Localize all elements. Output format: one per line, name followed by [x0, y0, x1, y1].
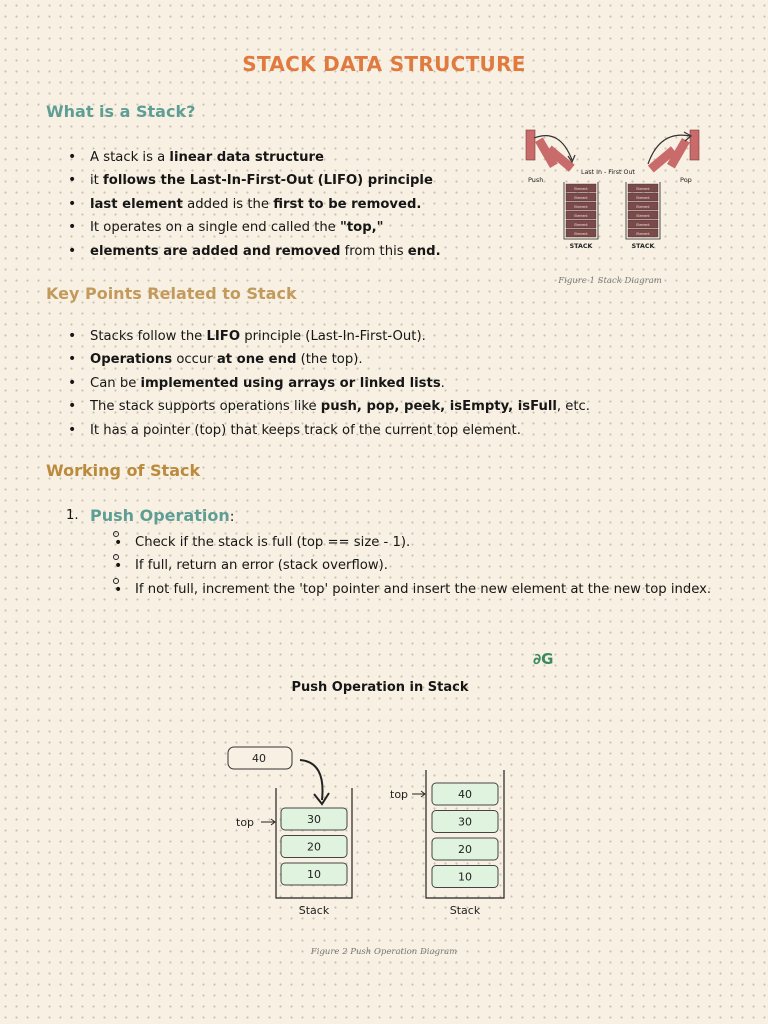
text-run: . — [440, 375, 445, 391]
stack-element-label: Element — [636, 223, 650, 227]
stack-element-label: Element — [636, 214, 650, 218]
text-run: "top," — [339, 220, 384, 236]
text-run: linear data structure — [169, 150, 324, 165]
top-pointer-label: top — [390, 788, 409, 801]
text-run: The stack supports operations like — [90, 399, 321, 415]
push-step: • If not full, increment the 'top' pointer and insert the new element at the new top index. — [135, 578, 715, 601]
stack-cell-value: 40 — [458, 788, 472, 801]
stack-cell-value: 10 — [458, 870, 472, 884]
page-title: STACK DATA STRUCTURE — [242, 52, 526, 76]
stack-element-label: Element — [574, 223, 588, 227]
what-bullet — [90, 193, 441, 216]
top-pointer-label: top — [236, 816, 255, 829]
text-run: added is the — [182, 196, 274, 212]
stack-label: STACK — [569, 243, 593, 250]
push-steps-list — [135, 531, 715, 601]
stack-label: STACK — [631, 243, 655, 250]
top-pointer-arrow-icon — [261, 819, 275, 825]
what-bullet — [90, 169, 441, 192]
stack-element-label: Element — [574, 205, 588, 209]
text-run: A stack is a — [90, 150, 170, 165]
push-step: • If full, return an error (stack overflow). — [135, 554, 715, 577]
figure2-caption: Figure 2 Push Operation Diagram — [310, 947, 458, 957]
key-point-bullet — [90, 325, 590, 348]
stack-element-label: Element — [574, 232, 588, 236]
text-run: principle (Last-In-First-Out). — [240, 329, 426, 344]
push-bar-icon — [526, 130, 535, 160]
stack-element-label: Element — [574, 214, 588, 218]
key-point-bullet — [90, 419, 590, 442]
what-bullet-list — [90, 146, 441, 263]
stack-cell-value: 30 — [458, 815, 472, 829]
text-run: follows the Last-In-First-Out (LIFO) principle — [103, 173, 433, 189]
push-arrow-icon — [300, 760, 323, 800]
item-number: 1. — [66, 508, 79, 523]
key-point-bullet — [90, 372, 590, 395]
text-run: it — [90, 173, 104, 189]
text-run: first to be removed. — [273, 196, 422, 212]
text-run: at one end — [216, 352, 297, 368]
text-run: , etc. — [556, 399, 591, 415]
text-run: implemented using arrays or linked lists — [140, 375, 441, 391]
what-bullet — [90, 240, 441, 263]
stack-cell-value: 20 — [458, 843, 472, 856]
text-run: occur — [172, 352, 217, 368]
text-run: LIFO — [206, 329, 241, 344]
stack-element-label: Element — [574, 196, 588, 200]
push-step: • Check if the stack is full (top == size - 1). — [135, 531, 715, 554]
push-operation-heading — [90, 506, 234, 525]
key-points-heading: Key Points Related to Stack — [46, 284, 297, 303]
figure1-caption: Figure 1 Stack Diagram — [558, 276, 662, 286]
text-run: from this — [340, 243, 408, 259]
pop-label: Pop — [680, 176, 692, 184]
key-point-bullet — [90, 395, 590, 418]
stack-element-label: Element — [636, 232, 650, 236]
what-bullet — [90, 216, 441, 239]
pop-bar-icon — [690, 130, 699, 160]
what-heading: What is a Stack? — [46, 102, 196, 121]
lifo-label: Last In - First Out — [581, 169, 635, 176]
text-run: Stacks follow the — [90, 329, 207, 344]
push-label: Push — [528, 176, 544, 184]
key-point-bullet — [90, 348, 590, 371]
top-pointer-arrow-icon — [412, 791, 425, 797]
text-run: elements are added and removed — [90, 243, 341, 259]
stack-element-label: Element — [636, 187, 650, 191]
push-operation-title: Push Operation — [90, 506, 230, 525]
key-points-list — [90, 325, 590, 442]
text-run: Can be — [90, 375, 141, 391]
left-stack-label: Stack — [298, 904, 330, 917]
text-run: It operates on a single end called the — [90, 220, 340, 236]
gfg-logo-icon: ∂G — [533, 650, 554, 668]
right-stack-label: Stack — [449, 904, 481, 917]
text-run: push, pop, peek, isEmpty, isFull — [320, 399, 557, 415]
text-run: It has a pointer (top) that keeps track of the current top element. — [90, 422, 521, 438]
working-heading: Working of Stack — [46, 461, 201, 480]
stack-element-label: Element — [636, 205, 650, 209]
stack-diagram — [520, 124, 710, 256]
text-run: end. — [407, 243, 441, 259]
stack-cell-value: 30 — [307, 813, 321, 826]
stack-element-label: Element — [574, 187, 588, 191]
text-run: (the top). — [296, 352, 363, 368]
stack-cell-value: 10 — [307, 868, 321, 881]
new-element-value: 40 — [252, 752, 266, 765]
what-bullet — [90, 146, 441, 169]
figure2-title: Push Operation in Stack — [291, 680, 469, 695]
stack-cell-value: 20 — [307, 840, 321, 854]
stack-element-label: Element — [636, 196, 650, 200]
text-run: last element — [90, 196, 183, 212]
push-operation-diagram — [220, 740, 520, 920]
text-run: Operations — [90, 352, 173, 368]
push-operation-colon: : — [229, 509, 235, 525]
